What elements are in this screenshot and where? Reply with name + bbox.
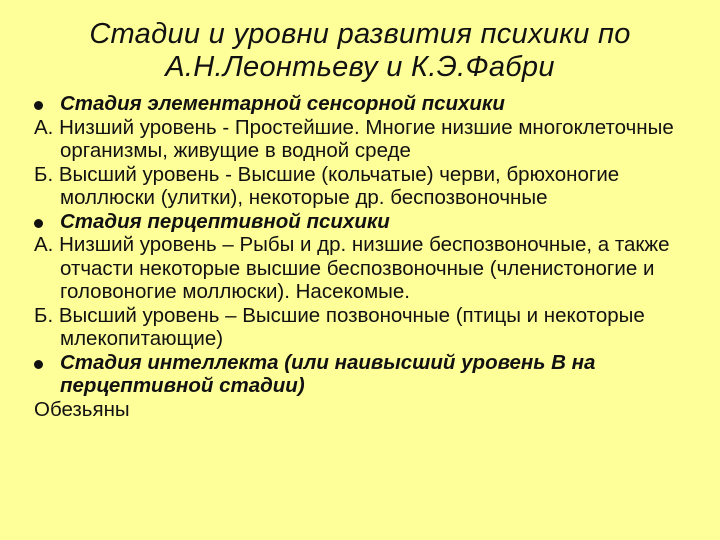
intellect-example: Обезьяны [34,397,130,421]
level-higher-sensory: Б. Высший уровень - Высшие (кольчатые) черви, брюхоногие моллюски (улитки), некоторые др. беспозвоночные [34,162,620,209]
stage-heading-sensory [34,92,704,116]
level-higher-perceptual: Б. Высший уровень – Высшие позвоночные (птицы и некоторые млекопитающие) [34,303,645,350]
bullet-icon [34,101,43,110]
slide-title [0,18,720,84]
slide-title-line-1: Стадии и уровни развития психики по [89,18,631,50]
level-lower-sensory: А. Низший уровень - Простейшие. Многие низшие многоклеточные организмы, живущие в водной среде [34,115,674,162]
level-lower-perceptual: А. Низший уровень – Рыбы и др. низшие беспозвоночные, а также отчасти некоторые высшие беспозвоночные (членистоногие и головоногие моллюски). Насекомые. [34,233,670,303]
stage-heading-text: Стадия элементарной сенсорной психики [60,92,505,115]
stage-heading-text: Стадия перцептивной психики [60,209,390,233]
stage-heading-text: Стадия интеллекта (или наивысший уровень В на перцептивной стадии) [60,350,596,397]
slide-title-line-2: А.Н.Леонтьеву и К.Э.Фабри [165,51,555,83]
stage-heading-intellect [34,351,704,398]
slide-content [34,92,704,421]
bullet-icon [34,360,43,369]
bullet-icon [34,219,43,228]
stage-heading-perceptual [34,210,704,234]
